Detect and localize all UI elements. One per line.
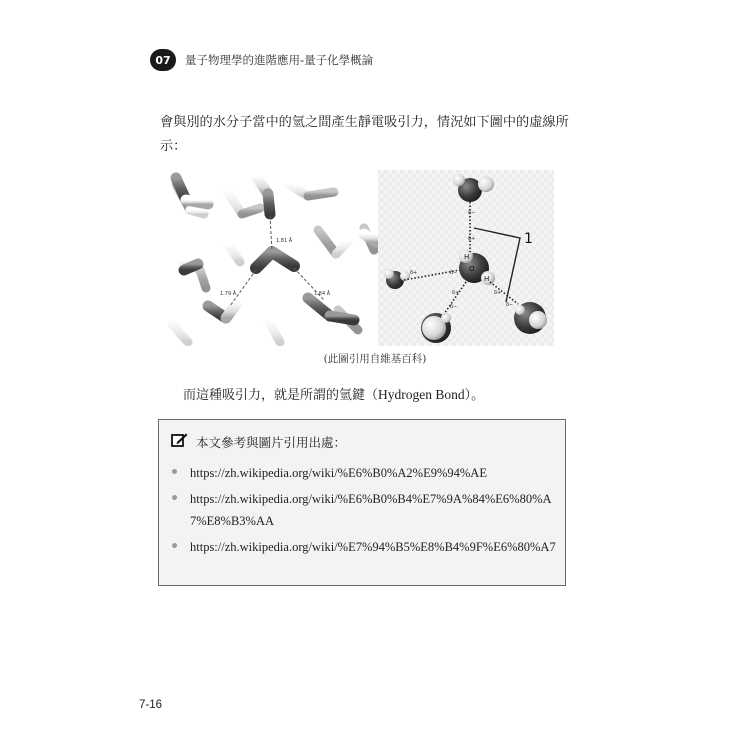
references-box (158, 419, 566, 586)
partial-charge-label: δ− (450, 304, 458, 310)
bullet-icon (172, 543, 177, 548)
paragraph-text: ）。 (464, 388, 485, 403)
reference-url[interactable]: https://zh.wikipedia.org/wiki/%E7%94%B5%E8%B4%9F%E6%80%A7 (190, 540, 556, 554)
bullet-icon (172, 495, 177, 500)
chapter-number-badge: 07 (150, 49, 176, 71)
atom-label-o: O (469, 265, 475, 273)
stick-model-panel (168, 170, 378, 346)
hydrogen-bond-figure (168, 170, 554, 346)
reference-url[interactable]: https://zh.wikipedia.org/wiki/%E6%B0%A2%E9%94%AE (190, 466, 487, 480)
page-number: 7-16 (139, 699, 163, 711)
atom-label-h: H (464, 253, 470, 261)
chapter-title: 量子物理學的進階應用-量子化學概論 (185, 53, 374, 67)
partial-charge-label: δ− (450, 270, 458, 276)
bond-length-label-right: 1.84 Å (314, 291, 331, 297)
paragraph-text: 而這種吸引力，就是所謂的氫鍵（ (183, 388, 379, 403)
bullet-icon (172, 469, 177, 474)
partial-charge-label: δ+ (410, 270, 418, 276)
partial-charge-label: δ+ (494, 290, 502, 296)
partial-charge-label: δ− (506, 302, 514, 308)
hydrogen-bond-illustration (168, 170, 554, 346)
atom-label-h: H (484, 275, 490, 283)
references-heading (171, 432, 346, 451)
reference-url[interactable]: https://zh.wikipedia.org/wiki/%E6%B0%B4%E7%9A%84%E6%80%A7%E8%B3%AA (190, 492, 552, 528)
bond-length-label-top: 1.81 Å (276, 238, 293, 244)
references-heading-text: 本文參考與圖片引用出處： (196, 434, 347, 450)
body-paragraph-hydrogen-bond (183, 384, 484, 403)
edit-note-icon (171, 432, 188, 451)
chapter-header (150, 49, 373, 71)
partial-charge-label: δ+ (452, 290, 460, 296)
partial-charge-label: δ+ (468, 236, 476, 242)
bracket-label: 1 (524, 231, 533, 247)
bond-length-label-left: 1.79 Å (220, 291, 237, 297)
term-hydrogen-bond: Hydrogen Bond (378, 387, 465, 402)
space-filling-model-panel (378, 170, 554, 346)
figure-caption: (此圖引用自維基百科) (323, 353, 427, 365)
body-paragraph: 會與別的水分子當中的氫之間產生靜電吸引力，情況如下圖中的虛線所示： (160, 115, 569, 154)
partial-charge-label: δ− (468, 210, 476, 216)
